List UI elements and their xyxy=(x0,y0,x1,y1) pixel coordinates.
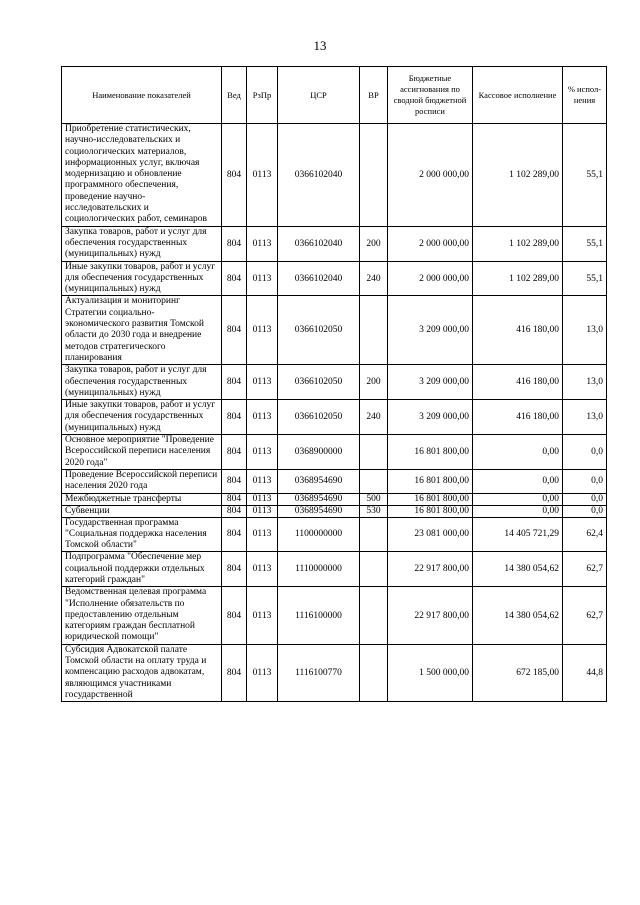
row-vr: 200 xyxy=(360,365,388,400)
row-cash: 14 380 054,62 xyxy=(473,552,563,587)
row-ved: 804 xyxy=(222,365,247,400)
row-budget: 16 801 800,00 xyxy=(388,505,473,517)
row-vr: 530 xyxy=(360,505,388,517)
row-cash: 0,00 xyxy=(473,469,563,493)
row-cash: 0,00 xyxy=(473,505,563,517)
row-rzpr: 0113 xyxy=(247,226,278,261)
row-name: Иные закупки товаров, работ и услуг для обеспечения государственных (муниципальных) нужд xyxy=(62,261,222,296)
row-rzpr: 0113 xyxy=(247,400,278,435)
row-cash: 14 380 054,62 xyxy=(473,587,563,644)
header-budget: Бюджетные ассигнования по сводной бюджетной росписи xyxy=(388,67,473,124)
row-percent: 0,0 xyxy=(563,435,607,470)
row-rzpr: 0113 xyxy=(247,552,278,587)
row-cash: 1 102 289,00 xyxy=(473,226,563,261)
table-row xyxy=(62,226,607,261)
row-name: Приобретение статистических, научно-исследовательских и социологических материалов, информационных услуг, включая модернизацию и обновление программного обеспечения, проведение научно-исследовательских и социологических работ, семинаров xyxy=(62,124,222,227)
header-ved: Вед xyxy=(222,67,247,124)
table-row xyxy=(62,124,607,227)
row-ved: 804 xyxy=(222,644,247,701)
row-rzpr: 0113 xyxy=(247,124,278,227)
row-vr xyxy=(360,124,388,227)
row-vr: 200 xyxy=(360,226,388,261)
row-name: Подпрограмма "Обеспечение мер социальной поддержки отдельных категорий граждан" xyxy=(62,552,222,587)
header-percent: % испол-нения xyxy=(563,67,607,124)
row-cash: 14 405 721,29 xyxy=(473,517,563,552)
row-csr: 0366102040 xyxy=(278,226,360,261)
row-name: Иные закупки товаров, работ и услуг для обеспечения государственных (муниципальных) нужд xyxy=(62,400,222,435)
row-csr: 0366102050 xyxy=(278,365,360,400)
row-vr xyxy=(360,296,388,365)
row-budget: 16 801 800,00 xyxy=(388,493,473,505)
header-csr: ЦСР xyxy=(278,67,360,124)
table-row xyxy=(62,400,607,435)
row-ved: 804 xyxy=(222,505,247,517)
header-cash: Кассовое исполнение xyxy=(473,67,563,124)
row-rzpr: 0113 xyxy=(247,365,278,400)
budget-execution-table xyxy=(61,66,607,702)
row-rzpr: 0113 xyxy=(247,587,278,644)
row-ved: 804 xyxy=(222,261,247,296)
row-csr: 0366102040 xyxy=(278,124,360,227)
row-rzpr: 0113 xyxy=(247,517,278,552)
row-rzpr: 0113 xyxy=(247,505,278,517)
row-csr: 1116100000 xyxy=(278,587,360,644)
row-percent: 55,1 xyxy=(563,124,607,227)
table-row xyxy=(62,469,607,493)
table-row xyxy=(62,517,607,552)
row-percent: 55,1 xyxy=(563,261,607,296)
row-csr: 0368954690 xyxy=(278,469,360,493)
row-ved: 804 xyxy=(222,435,247,470)
row-budget: 2 000 000,00 xyxy=(388,226,473,261)
row-cash: 416 180,00 xyxy=(473,365,563,400)
row-vr xyxy=(360,517,388,552)
header-name: Наименование показателей xyxy=(62,67,222,124)
row-vr xyxy=(360,644,388,701)
row-name: Актуализация и мониторинг Стратегии социально-экономического развития Томской области до 2030 года и внедрение методов стратегического планирования xyxy=(62,296,222,365)
row-name: Межбюджетные трансферты xyxy=(62,493,222,505)
row-csr: 0368900000 xyxy=(278,435,360,470)
row-percent: 55,1 xyxy=(563,226,607,261)
row-percent: 13,0 xyxy=(563,296,607,365)
row-cash: 0,00 xyxy=(473,493,563,505)
table-header-row xyxy=(62,67,607,124)
row-budget: 16 801 800,00 xyxy=(388,469,473,493)
row-vr: 240 xyxy=(360,400,388,435)
row-vr: 500 xyxy=(360,493,388,505)
page-number: 13 xyxy=(313,38,327,53)
row-budget: 22 917 800,00 xyxy=(388,552,473,587)
row-vr xyxy=(360,552,388,587)
row-name: Субсидия Адвокатской палате Томской области на оплату труда и компенсацию расходов адвокатам, являющимся участниками государственной xyxy=(62,644,222,701)
row-percent: 13,0 xyxy=(563,365,607,400)
table-row xyxy=(62,644,607,701)
row-cash: 416 180,00 xyxy=(473,296,563,365)
row-name: Основное мероприятие "Проведение Всероссийской переписи населения 2020 года" xyxy=(62,435,222,470)
row-vr xyxy=(360,469,388,493)
row-percent: 13,0 xyxy=(563,400,607,435)
row-percent: 62,7 xyxy=(563,552,607,587)
row-cash: 1 102 289,00 xyxy=(473,261,563,296)
row-vr xyxy=(360,587,388,644)
row-cash: 1 102 289,00 xyxy=(473,124,563,227)
row-budget: 3 209 000,00 xyxy=(388,400,473,435)
row-name: Проведение Всероссийской переписи населения 2020 года xyxy=(62,469,222,493)
header-rzpr: РзПр xyxy=(247,67,278,124)
row-csr: 1116100770 xyxy=(278,644,360,701)
row-percent: 0,0 xyxy=(563,505,607,517)
row-csr: 0366102050 xyxy=(278,296,360,365)
row-rzpr: 0113 xyxy=(247,493,278,505)
row-rzpr: 0113 xyxy=(247,644,278,701)
row-rzpr: 0113 xyxy=(247,261,278,296)
row-ved: 804 xyxy=(222,226,247,261)
row-csr: 0368954690 xyxy=(278,505,360,517)
row-budget: 3 209 000,00 xyxy=(388,296,473,365)
row-percent: 44,8 xyxy=(563,644,607,701)
row-ved: 804 xyxy=(222,124,247,227)
table-row xyxy=(62,587,607,644)
row-name: Субвенции xyxy=(62,505,222,517)
row-vr xyxy=(360,435,388,470)
row-budget: 3 209 000,00 xyxy=(388,365,473,400)
row-budget: 2 000 000,00 xyxy=(388,261,473,296)
table-row xyxy=(62,365,607,400)
row-rzpr: 0113 xyxy=(247,435,278,470)
row-ved: 804 xyxy=(222,469,247,493)
row-ved: 804 xyxy=(222,517,247,552)
row-budget: 23 081 000,00 xyxy=(388,517,473,552)
row-vr: 240 xyxy=(360,261,388,296)
row-ved: 804 xyxy=(222,587,247,644)
row-name: Закупка товаров, работ и услуг для обеспечения государственных (муниципальных) нужд xyxy=(62,365,222,400)
table-row xyxy=(62,296,607,365)
row-rzpr: 0113 xyxy=(247,469,278,493)
row-percent: 62,7 xyxy=(563,587,607,644)
row-ved: 804 xyxy=(222,493,247,505)
row-ved: 804 xyxy=(222,400,247,435)
row-budget: 22 917 800,00 xyxy=(388,587,473,644)
row-csr: 0366102040 xyxy=(278,261,360,296)
row-ved: 804 xyxy=(222,296,247,365)
header-vr: ВР xyxy=(360,67,388,124)
row-ved: 804 xyxy=(222,552,247,587)
row-name: Ведомственная целевая программа "Исполнение обязательств по предоставлению отдельным категориям граждан бесплатной юридической помощи" xyxy=(62,587,222,644)
row-percent: 62,4 xyxy=(563,517,607,552)
row-cash: 0,00 xyxy=(473,435,563,470)
table-row xyxy=(62,493,607,505)
row-csr: 1110000000 xyxy=(278,552,360,587)
table-row xyxy=(62,261,607,296)
row-percent: 0,0 xyxy=(563,493,607,505)
table-row xyxy=(62,435,607,470)
row-rzpr: 0113 xyxy=(247,296,278,365)
row-cash: 672 185,00 xyxy=(473,644,563,701)
row-name: Государственная программа "Социальная поддержка населения Томской области" xyxy=(62,517,222,552)
row-budget: 16 801 800,00 xyxy=(388,435,473,470)
row-budget: 1 500 000,00 xyxy=(388,644,473,701)
row-budget: 2 000 000,00 xyxy=(388,124,473,227)
row-name: Закупка товаров, работ и услуг для обеспечения государственных (муниципальных) нужд xyxy=(62,226,222,261)
row-percent: 0,0 xyxy=(563,469,607,493)
row-csr: 0368954690 xyxy=(278,493,360,505)
row-csr: 0366102050 xyxy=(278,400,360,435)
row-csr: 1100000000 xyxy=(278,517,360,552)
table-row xyxy=(62,505,607,517)
table-row xyxy=(62,552,607,587)
row-cash: 416 180,00 xyxy=(473,400,563,435)
